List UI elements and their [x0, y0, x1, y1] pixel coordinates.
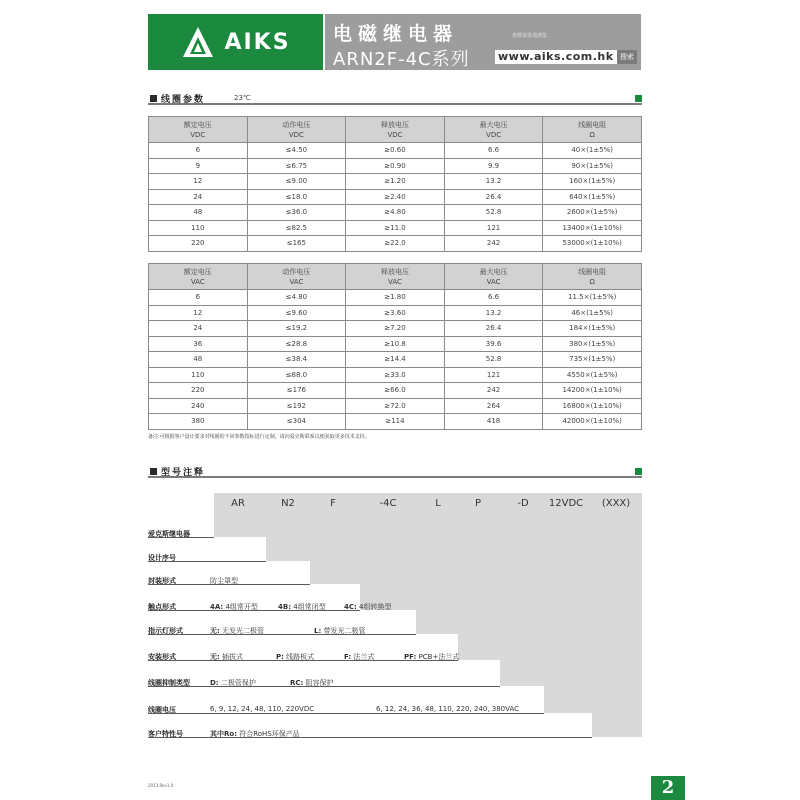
- table-cell: 242: [444, 236, 543, 252]
- model-code-segment: F: [330, 498, 336, 509]
- table-row: [149, 414, 642, 430]
- table-cell: 9: [149, 158, 248, 174]
- model-option: [314, 626, 366, 636]
- table-cell: 24: [149, 321, 248, 337]
- header-line: VDC: [486, 130, 502, 139]
- model-code-segment: 12VDC: [548, 498, 584, 509]
- table-cell: 53000×(1±10%): [543, 236, 642, 252]
- section-square-icon: [150, 95, 157, 102]
- table-cell: ≤304: [247, 414, 346, 430]
- table-cell: 36: [149, 336, 248, 352]
- table-cell: ≥1.20: [346, 174, 445, 190]
- search-button[interactable]: 搜索: [617, 50, 637, 64]
- header-line: 最大电压: [479, 120, 508, 129]
- model-row-label: 指示灯形式: [148, 627, 183, 635]
- header-line: 最大电压: [479, 267, 508, 276]
- model-section-header: [148, 466, 642, 478]
- table-cell: 26.4: [444, 189, 543, 205]
- table-cell: 52.8: [444, 205, 543, 221]
- table-cell: ≤18.0: [247, 189, 346, 205]
- brand-logo: [148, 14, 323, 70]
- table-cell: ≤28.8: [247, 336, 346, 352]
- model-option: [376, 705, 519, 713]
- table-cell: 640×(1±5%): [543, 189, 642, 205]
- table-cell: 264: [444, 398, 543, 414]
- table-cell: ≤165: [247, 236, 346, 252]
- model-code-segment: AR: [231, 498, 245, 509]
- code-segment-block: [458, 493, 500, 660]
- table-cell: ≥0.90: [346, 158, 445, 174]
- table-cell: 12: [149, 174, 248, 190]
- model-row-label: 安装形式: [148, 653, 176, 661]
- logo-text: AIKS: [224, 29, 291, 55]
- revision-text: 2013 Rev1.0: [148, 783, 174, 788]
- table-header-cell: [247, 117, 346, 143]
- option-description: 符合RoHS环保产品: [237, 730, 300, 738]
- code-segment-block: [592, 493, 642, 737]
- option-code: 4A:: [210, 603, 224, 611]
- table-cell: 121: [444, 220, 543, 236]
- header-line: 动作电压: [282, 120, 311, 129]
- table-cell: 242: [444, 383, 543, 399]
- title-series: ARN2F-4C系列: [333, 49, 470, 70]
- table-cell: ≥66.0: [346, 383, 445, 399]
- table-cell: ≥7.20: [346, 321, 445, 337]
- header-line: Ω: [589, 130, 595, 139]
- model-designation-diagram: [148, 493, 642, 761]
- coil-section-title: 线圈参数: [161, 95, 206, 105]
- table-row: [149, 383, 642, 399]
- table-cell: 11.5×(1±5%): [543, 290, 642, 306]
- table-cell: ≥3.60: [346, 305, 445, 321]
- option-code: 无:: [210, 627, 220, 635]
- option-description: 4组常闭型: [291, 603, 326, 611]
- table-row: [149, 220, 642, 236]
- table-cell: ≤19.2: [247, 321, 346, 337]
- table-cell: 110: [149, 220, 248, 236]
- header-line: 释放电压: [380, 267, 409, 276]
- model-option: [290, 678, 334, 688]
- table-cell: 380×(1±5%): [543, 336, 642, 352]
- table-cell: ≤9.60: [247, 305, 346, 321]
- model-option: [210, 729, 300, 739]
- table-row: [149, 352, 642, 368]
- table-cell: 220: [149, 383, 248, 399]
- table-header-cell: [346, 264, 445, 290]
- table-cell: 6.6: [444, 290, 543, 306]
- model-row-label: 触点形式: [148, 603, 176, 611]
- section-end-marker: [635, 468, 642, 475]
- section-end-marker: [635, 95, 642, 102]
- table-cell: ≥114: [346, 414, 445, 430]
- model-code-segment: N2: [281, 498, 295, 509]
- table-cell: 46×(1±5%): [543, 305, 642, 321]
- model-option: [276, 652, 314, 662]
- model-code-segment: -D: [517, 498, 529, 509]
- table-cell: ≤36.0: [247, 205, 346, 221]
- option-description: 4组转换型: [356, 603, 392, 611]
- table-header-cell: [346, 117, 445, 143]
- model-code-segment: (XXX): [601, 498, 631, 509]
- table-row: [149, 305, 642, 321]
- table-header-cell: [149, 117, 248, 143]
- header-line: 额定电压: [183, 120, 212, 129]
- model-code-segment: L: [435, 498, 441, 509]
- table-cell: 90×(1±5%): [543, 158, 642, 174]
- table-cell: 6: [149, 143, 248, 159]
- option-code: 4B:: [278, 603, 292, 611]
- model-row-label: 线圈抑制类型: [148, 679, 190, 687]
- table-cell: 16800×(1±10%): [543, 398, 642, 414]
- table-row: [149, 205, 642, 221]
- website-url[interactable]: www.aiks.com.hk: [495, 50, 617, 64]
- model-code-segment: -4C: [379, 498, 397, 509]
- option-description: PCB+法兰式: [416, 653, 460, 661]
- table-cell: 39.6: [444, 336, 543, 352]
- table-cell: 380: [149, 414, 248, 430]
- table-cell: 418: [444, 414, 543, 430]
- page-number: 2: [651, 776, 685, 800]
- table-cell: ≥0.60: [346, 143, 445, 159]
- option-description: 插拔式: [219, 653, 244, 661]
- model-option: [210, 626, 264, 636]
- header-line: VDC: [387, 130, 403, 139]
- table-cell: ≥1.80: [346, 290, 445, 306]
- table-cell: 6: [149, 290, 248, 306]
- table-cell: 9.9: [444, 158, 543, 174]
- model-row-label: 爱克斯继电器: [148, 530, 190, 538]
- table-row: [149, 189, 642, 205]
- model-row-label: 客户特性号: [148, 730, 183, 738]
- table-cell: ≤6.75: [247, 158, 346, 174]
- table-cell: 2600×(1±5%): [543, 205, 642, 221]
- model-row-line: [148, 634, 416, 635]
- option-description: 6, 12, 24, 36, 48, 110, 220, 240, 380VAC: [376, 705, 520, 713]
- table-header-cell: [149, 264, 248, 290]
- table-row: [149, 158, 642, 174]
- option-code: 4C:: [344, 603, 357, 611]
- table-cell: 42000×(1±10%): [543, 414, 642, 430]
- table-cell: ≤4.50: [247, 143, 346, 159]
- table-cell: ≥14.4: [346, 352, 445, 368]
- option-description: 4组常开型: [223, 603, 258, 611]
- section-square-icon: [150, 468, 157, 475]
- model-option: [404, 652, 459, 662]
- table-cell: ≤38.4: [247, 352, 346, 368]
- option-description: 线路板式: [283, 653, 315, 661]
- model-option: [344, 652, 374, 662]
- table-cell: ≤88.0: [247, 367, 346, 383]
- model-row-line: [148, 713, 544, 714]
- header-line: 额定电压: [183, 267, 212, 276]
- table-row: [149, 398, 642, 414]
- table-cell: 240: [149, 398, 248, 414]
- table-cell: 26.4: [444, 321, 543, 337]
- table-header-cell: [444, 264, 543, 290]
- option-code: D:: [210, 679, 219, 687]
- model-option: [210, 576, 238, 586]
- option-code: P:: [276, 653, 284, 661]
- option-code: 其中Ro:: [210, 730, 237, 738]
- table-header-cell: [247, 264, 346, 290]
- table-cell: ≥2.40: [346, 189, 445, 205]
- table-cell: ≤4.80: [247, 290, 346, 306]
- dc-coil-table: [148, 116, 642, 252]
- table-cell: ≥11.0: [346, 220, 445, 236]
- table-header-cell: [543, 117, 642, 143]
- table-cell: ≥4.80: [346, 205, 445, 221]
- model-option: [210, 602, 258, 612]
- table-cell: ≥10.8: [346, 336, 445, 352]
- option-description: 防尘罩型: [210, 577, 238, 585]
- table-cell: 13.2: [444, 305, 543, 321]
- table-row: [149, 236, 642, 252]
- table-cell: ≤82.5: [247, 220, 346, 236]
- option-description: 无发光二极管: [219, 627, 265, 635]
- header-line: VAC: [486, 277, 501, 286]
- table-row: [149, 143, 642, 159]
- header-line: VAC: [190, 277, 205, 286]
- option-description: 6, 9, 12, 24, 48, 110, 220VDC: [210, 705, 315, 713]
- ac-coil-table: [148, 263, 642, 430]
- model-code-segment: P: [474, 498, 482, 509]
- code-segment-block: [360, 493, 416, 610]
- table-cell: ≥22.0: [346, 236, 445, 252]
- code-segment-block: [416, 493, 458, 634]
- table-cell: ≥72.0: [346, 398, 445, 414]
- table-cell: 24: [149, 189, 248, 205]
- coil-section-header: [148, 93, 642, 105]
- option-description: 二极管保护: [218, 679, 256, 687]
- model-option: [210, 705, 314, 713]
- option-description: 法兰式: [351, 653, 375, 661]
- table-cell: 48: [149, 205, 248, 221]
- model-option: [278, 602, 326, 612]
- table-cell: 13.2: [444, 174, 543, 190]
- model-option: [344, 602, 392, 612]
- table-cell: 110: [149, 367, 248, 383]
- table-cell: 121: [444, 367, 543, 383]
- table-cell: 184×(1±5%): [543, 321, 642, 337]
- table-row: [149, 321, 642, 337]
- model-section-title: 型号注释: [161, 468, 206, 478]
- option-description: 带发光二极管: [321, 627, 366, 635]
- option-code: L:: [314, 627, 322, 635]
- header-line: VDC: [190, 130, 206, 139]
- option-code: 无:: [210, 653, 220, 661]
- header-line: 线圈电阻: [578, 267, 607, 276]
- model-row-label: 设计序号: [148, 554, 176, 562]
- table-row: [149, 367, 642, 383]
- table-cell: ≤9.00: [247, 174, 346, 190]
- coil-section-temperature: 23℃: [234, 94, 251, 102]
- option-code: PF:: [404, 653, 417, 661]
- table-cell: 13400×(1±10%): [543, 220, 642, 236]
- table-cell: 48: [149, 352, 248, 368]
- header-line: VDC: [288, 130, 304, 139]
- table-cell: 160×(1±5%): [543, 174, 642, 190]
- table-cell: 40×(1±5%): [543, 143, 642, 159]
- header-line: 动作电压: [282, 267, 311, 276]
- header-line: 释放电压: [380, 120, 409, 129]
- code-segment-block: [500, 493, 544, 686]
- site-note: 参数资讯请浏览: [512, 33, 548, 39]
- table-row: [149, 336, 642, 352]
- model-option: [210, 678, 256, 688]
- title-chinese: 电磁继电器: [333, 23, 459, 45]
- header-line: 线圈电阻: [578, 120, 607, 129]
- table-cell: 52.8: [444, 352, 543, 368]
- option-description: 阻容保护: [303, 679, 334, 687]
- code-segment-block: [544, 493, 592, 713]
- table-cell: ≥33.0: [346, 367, 445, 383]
- table-row: [149, 290, 642, 306]
- table-cell: 6.6: [444, 143, 543, 159]
- header-line: VAC: [388, 277, 402, 286]
- table-header-cell: [543, 264, 642, 290]
- table-cell: 220: [149, 236, 248, 252]
- table-header-cell: [444, 117, 543, 143]
- option-code: F:: [344, 653, 352, 661]
- table-cell: 12: [149, 305, 248, 321]
- header-line: Ω: [589, 277, 595, 286]
- header-line: VAC: [289, 277, 304, 286]
- model-row-label: 线圈电压: [148, 706, 176, 714]
- table-note: 备注:可根据客户设计要求对线圈的不同参数指标进行定制，请向爱克斯联系以便获取更多技术支持。: [148, 434, 370, 440]
- model-option: [210, 652, 243, 662]
- table-cell: 4550×(1±5%): [543, 367, 642, 383]
- table-cell: ≤192: [247, 398, 346, 414]
- option-code: RC:: [290, 679, 304, 687]
- logo-triangle-icon: [180, 24, 216, 60]
- model-row-label: 封装形式: [148, 577, 176, 585]
- table-row: [149, 174, 642, 190]
- table-cell: 735×(1±5%): [543, 352, 642, 368]
- table-cell: 14200×(1±10%): [543, 383, 642, 399]
- table-cell: ≤176: [247, 383, 346, 399]
